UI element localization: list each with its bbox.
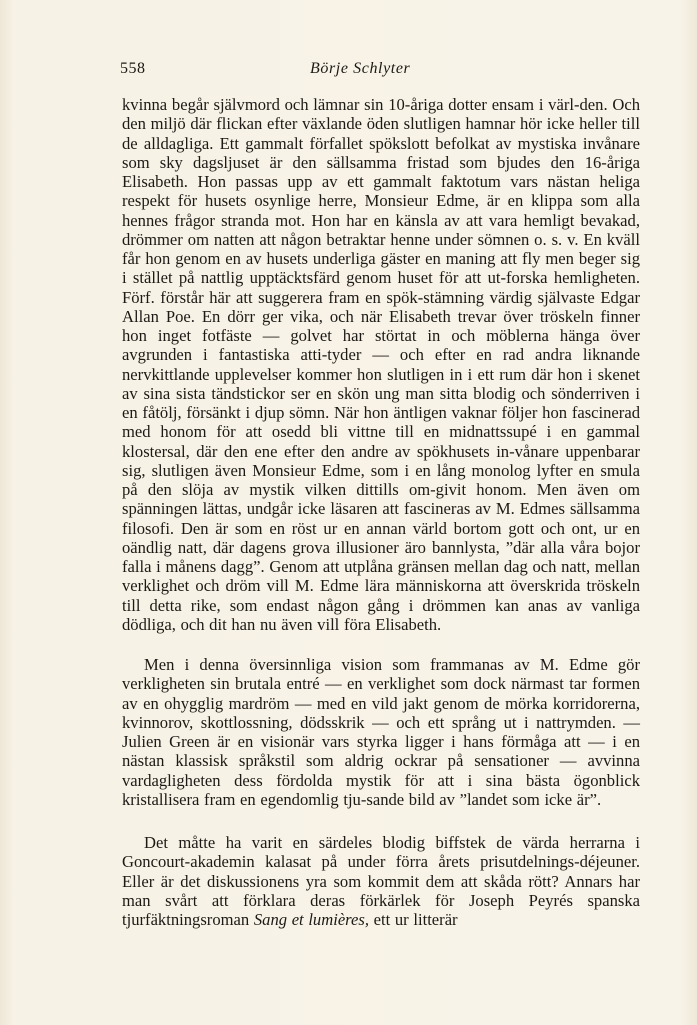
running-head: Börje Schlyter [310, 60, 411, 77]
paragraph-text [122, 833, 640, 929]
book-title: Sang et lumières, [253, 910, 369, 929]
paragraph-text: Men i denna översinnliga vision som frammanas av M. Edme gör verkligheten sin brutala entré — en verklighet som dock närmast tar formen av en ohygglig mardröm — med en vild jakt genom de mörka korridorerna, kvinnorov, skottlossning, dödsskrik — och ett språng ut i nattrymden. — Julien Green är en visionär vars styrka ligger i hans förmåga att — i en nästan klassisk språkstil som aldrig ockrar på sensationer — avvinna vardagligheten dess fördolda mystik för att i sina bästa ögonblick kristallisera fram en egendomlig tju-sande bild av ”landet som icke är”. [122, 655, 640, 809]
paragraph-3 [122, 833, 640, 929]
paragraph-text-after: ett ur litterär [373, 910, 458, 929]
page-header [120, 60, 640, 82]
paragraph-2 [122, 655, 640, 809]
paragraph-1 [122, 95, 640, 634]
paragraph-text: kvinna begår självmord och lämnar sin 10-åriga dotter ensam i värl-den. Och den miljö där flickan efter växlande öden slutligen hamnar hör icke heller till de alldagliga. Ett gammalt förfallet spökslott befolkat av mystiska invånare som sky dagsljuset är den sällsamma fristad som bjudes den 16-åriga Elisabeth. Hon passas upp av ett gammalt faktotum vars nästan heliga respekt för husets osynlige herre, Monsieur Edme, är en klippa som alla hennes frågor stranda mot. Hon har en känsla av att vara hemligt bevakad, drömmer om natten att någon betraktar henne under sömnen o. s. v. En kväll får hon genom en av husets underliga gäster en maning att fly men beger sig i stället på nattlig upptäcktsfärd genom huset för att ut-forska hemligheten. Förf. förstår här att suggerera fram en spök-stämning värdig självaste Edgar Allan Poe. En dörr ger vika, och när Elisabeth trevar över tröskeln finner hon inget fotfäste — golvet har störtat in och möblerna hänga över avgrunden i fantastiska atti-tyder — och efter en rad andra liknande nervkittlande upplevelser kommer hon slutligen in i ett rum där hon i skenet av sina sista tändstickor ser en skön ung man sitta blodig och sönderriven i en fåtölj, försänkt i djup sömn. När hon äntligen vaknar följer hon fascinerad med honom för att osedd bli vittne till en midnattssupé i en gammal klostersal, där den ene efter den andre av spökhusets in-vånare uppenbarar sig, slutligen även Monsieur Edme, som i en lång monolog lyfter en smula på den slöja av mystik vilken dittills om-givit honom. Men även om spänningen lättas, undgår icke läsaren att fascineras av M. Edmes sällsamma filosofi. Den är som en röst ur en annan värld bortom gott och ont, ur en oändlig natt, där dagens grova illusioner äro bannlysta, ”där alla våra bojor falla i månens dagg”. Genom att utplåna gränsen mellan dag och natt, mellan verklighet och dröm vill M. Edme lära människorna att överskrida tröskeln till detta rike, som endast någon gång i drömmen kan anas av vanliga dödliga, och dit han nu även vill föra Elisabeth. [122, 95, 640, 634]
paragraph-text-before: Det måtte ha varit en särdeles blodig biffstek de värda herrarna i Goncourt-akademin kalasat på under förra årets prisutdelnings-déjeuner. Eller är det diskussionens yra som kommit dem att skåda rött? Annars har man svårt att förklara deras förkärlek för Joseph Peyrés spanska tjurfäktningsroman [122, 833, 640, 929]
page-number: 558 [120, 60, 146, 77]
